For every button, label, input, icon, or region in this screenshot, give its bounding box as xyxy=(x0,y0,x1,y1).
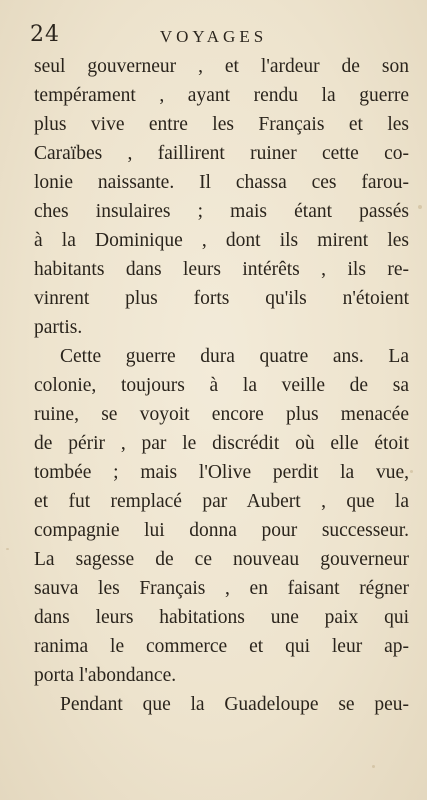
text-line: plus vive entre les Français et les xyxy=(34,114,409,135)
paper-speck xyxy=(410,470,413,473)
page-number: 24 xyxy=(30,22,60,47)
running-head-title: VOYAGES xyxy=(159,27,268,46)
text-line: ruine, se voyoit encore plus menacée xyxy=(34,404,409,425)
text-line: vinrent plus forts qu'ils n'étoient xyxy=(34,288,409,309)
text-line: et fut remplacé par Aubert , que la xyxy=(34,491,409,512)
text-line: habitants dans leurs intérêts , ils re- xyxy=(34,259,409,280)
text-line: La sagesse de ce nouveau gouverneur xyxy=(34,549,409,570)
text-line: ranima le commerce et qui leur ap- xyxy=(34,636,409,657)
text-line: sauva les Français , en faisant régner xyxy=(34,578,409,599)
body-text xyxy=(34,52,409,719)
text-line: à la Dominique , dont ils mirent les xyxy=(34,230,409,251)
running-head xyxy=(0,22,427,52)
text-line: seul gouverneur , et l'ardeur de son xyxy=(34,56,409,77)
paragraph-start-line: Cette guerre dura quatre ans. La xyxy=(60,346,409,367)
text-line: tempérament , ayant rendu la guerre xyxy=(34,85,409,106)
text-line: dans leurs habitations une paix qui xyxy=(34,607,409,628)
paper-speck xyxy=(418,205,422,209)
paper-speck xyxy=(6,548,9,550)
text-line: de périr , par le discrédit où elle étoit xyxy=(34,433,409,454)
text-line: ches insulaires ; mais étant passés xyxy=(34,201,409,222)
text-line: tombée ; mais l'Olive perdit la vue, xyxy=(34,462,409,483)
text-line: compagnie lui donna pour successeur. xyxy=(34,520,409,541)
paper-speck xyxy=(372,765,375,768)
text-line: colonie, toujours à la veille de sa xyxy=(34,375,409,396)
text-line: Caraïbes , faillirent ruiner cette co- xyxy=(34,143,409,164)
text-line: porta l'abondance. xyxy=(34,665,177,686)
paragraph-start-line: Pendant que la Guadeloupe se peu- xyxy=(60,694,409,715)
text-line: partis. xyxy=(34,317,83,338)
text-line: lonie naissante. Il chassa ces farou- xyxy=(34,172,409,193)
